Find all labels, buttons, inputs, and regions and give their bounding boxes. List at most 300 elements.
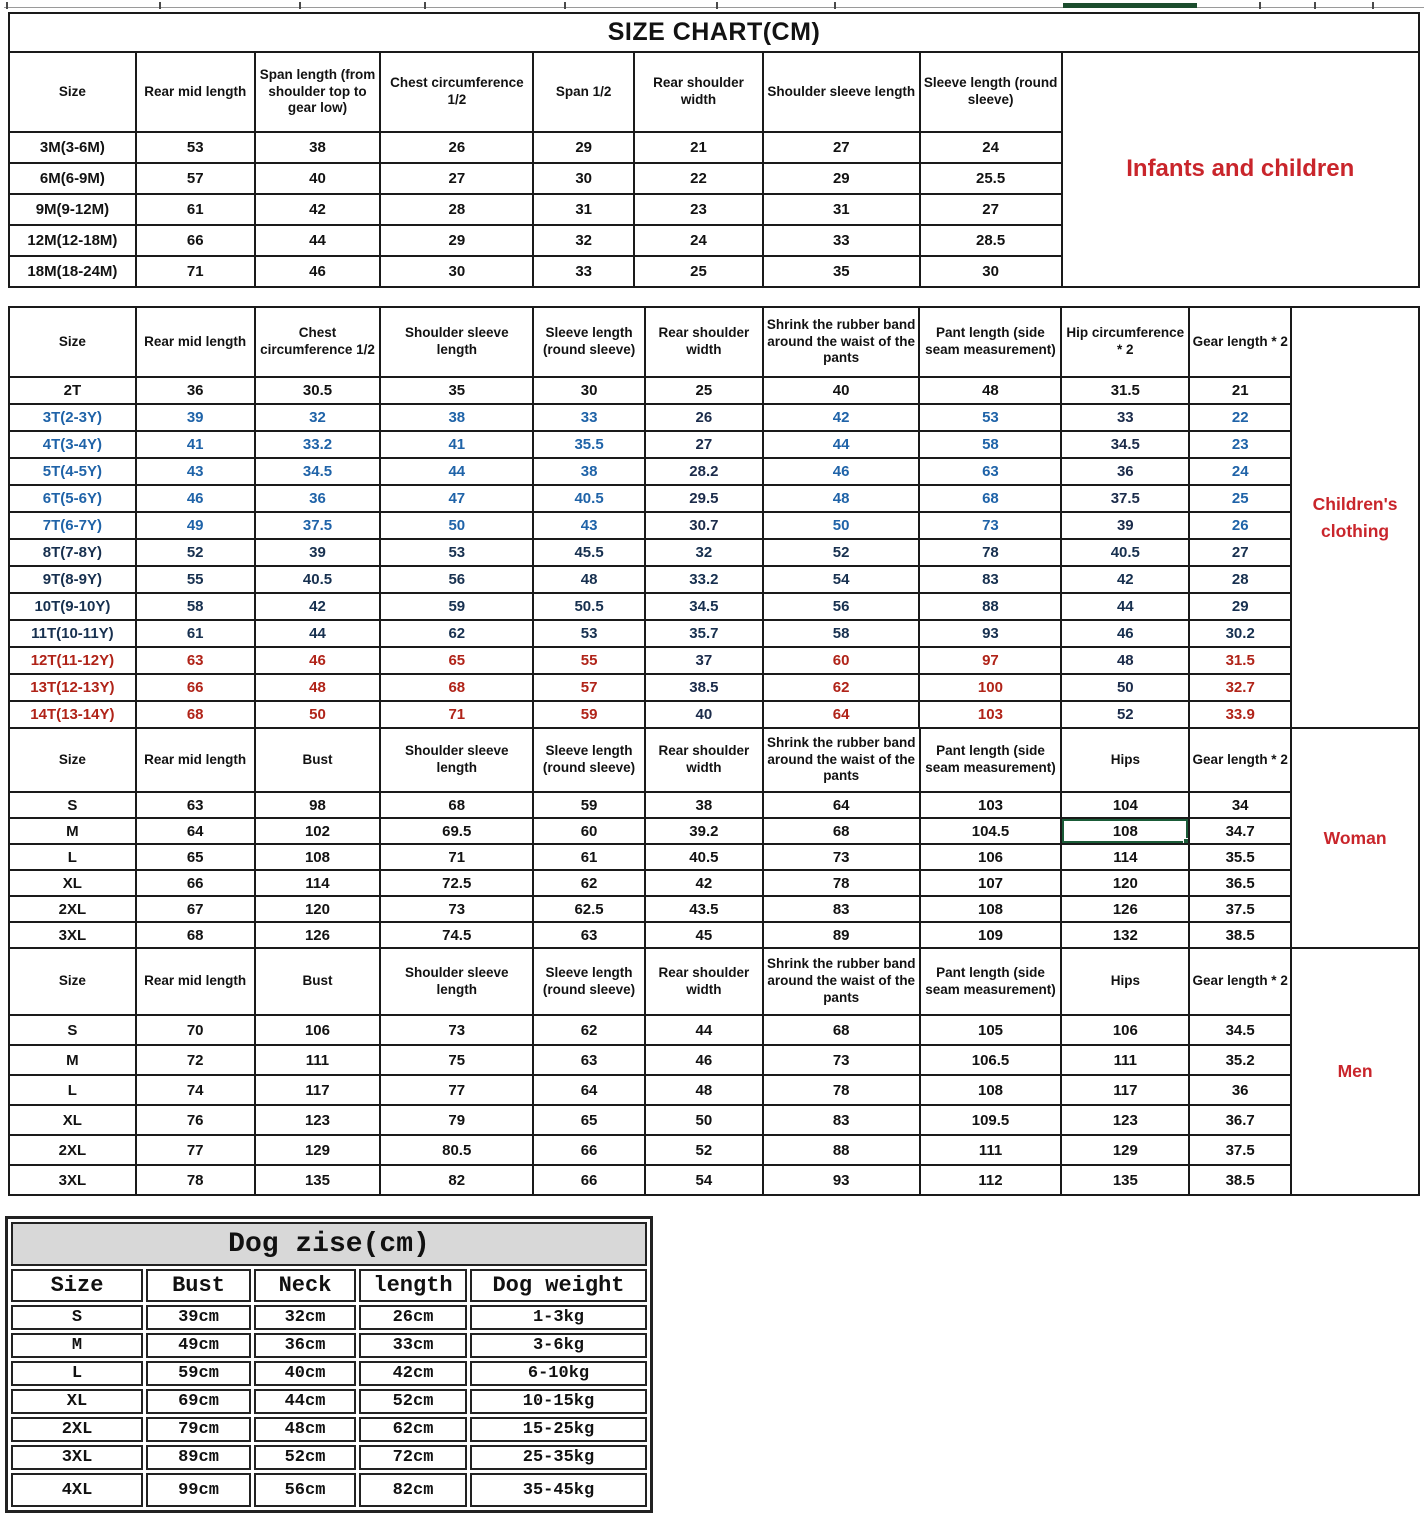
column-boundary-tick xyxy=(299,2,301,9)
value-cell: 79cm xyxy=(146,1417,251,1442)
value-cell: 48 xyxy=(645,1075,763,1105)
value-cell: 89 xyxy=(763,922,920,948)
value-cell: 26 xyxy=(380,132,533,163)
value-cell: 36cm xyxy=(254,1333,356,1358)
table-row xyxy=(9,163,1062,194)
value-cell: 24 xyxy=(920,132,1062,163)
value-cell: 23 xyxy=(634,194,763,225)
value-cell: 72cm xyxy=(359,1445,467,1470)
value-cell: 68 xyxy=(919,485,1061,512)
column-header: Size xyxy=(9,307,136,377)
row-size-cell: XL xyxy=(11,1389,143,1414)
value-cell: 33cm xyxy=(359,1333,467,1358)
table-row xyxy=(9,431,1291,458)
value-cell: 78 xyxy=(763,870,920,896)
table-row xyxy=(9,844,1291,870)
table-row xyxy=(9,922,1291,948)
column-header: Dog weight xyxy=(470,1269,647,1302)
column-header: Chest circumference 1/2 xyxy=(255,307,381,377)
value-cell: 106 xyxy=(920,844,1062,870)
value-cell: 40cm xyxy=(254,1361,356,1386)
value-cell: 108 xyxy=(1061,818,1189,844)
value-cell: 27 xyxy=(645,431,763,458)
value-cell: 71 xyxy=(380,701,533,728)
table-row xyxy=(9,404,1291,431)
value-cell: 106.5 xyxy=(920,1045,1062,1075)
value-cell: 73 xyxy=(380,1015,533,1045)
value-cell: 33.2 xyxy=(645,566,763,593)
value-cell: 15-25kg xyxy=(470,1417,647,1442)
value-cell: 73 xyxy=(380,896,533,922)
value-cell: 21 xyxy=(634,132,763,163)
value-cell: 52 xyxy=(1061,701,1189,728)
table-row xyxy=(9,1165,1291,1195)
value-cell: 63 xyxy=(533,922,645,948)
value-cell: 29 xyxy=(533,132,634,163)
value-cell: 50 xyxy=(763,512,920,539)
value-cell: 35-45kg xyxy=(470,1473,647,1507)
value-cell: 35.5 xyxy=(1189,844,1291,870)
value-cell: 70 xyxy=(136,1015,255,1045)
woman-size-table xyxy=(8,727,1292,949)
value-cell: 43.5 xyxy=(645,896,763,922)
value-cell: 108 xyxy=(920,1075,1062,1105)
value-cell: 68 xyxy=(380,674,533,701)
table-row xyxy=(9,674,1291,701)
row-size-cell: 2XL xyxy=(9,1135,136,1165)
table-row xyxy=(9,792,1291,818)
value-cell: 34.5 xyxy=(1061,431,1189,458)
value-cell: 61 xyxy=(533,844,645,870)
men-band xyxy=(8,947,1420,1196)
infants-band xyxy=(8,51,1420,288)
value-cell: 46 xyxy=(763,458,920,485)
value-cell: 32 xyxy=(533,225,634,256)
table-row xyxy=(9,593,1291,620)
value-cell: 112 xyxy=(920,1165,1062,1195)
table-row xyxy=(9,1015,1291,1045)
value-cell: 23 xyxy=(1189,431,1291,458)
title-row xyxy=(11,1222,647,1266)
table-row xyxy=(11,1389,647,1414)
selected-column-indicator xyxy=(1063,3,1197,8)
column-header: Shoulder sleeve length xyxy=(380,307,533,377)
value-cell: 88 xyxy=(763,1135,920,1165)
column-header: Hips xyxy=(1061,948,1189,1015)
column-boundary-tick xyxy=(6,2,8,9)
value-cell: 37.5 xyxy=(1189,896,1291,922)
value-cell: 33 xyxy=(1061,404,1189,431)
value-cell: 57 xyxy=(533,674,645,701)
value-cell: 98 xyxy=(255,792,381,818)
value-cell: 25 xyxy=(634,256,763,287)
value-cell: 35 xyxy=(380,377,533,404)
value-cell: 46 xyxy=(255,256,381,287)
table-row xyxy=(9,701,1291,728)
column-header: Size xyxy=(9,948,136,1015)
value-cell: 73 xyxy=(763,844,920,870)
value-cell: 53 xyxy=(533,620,645,647)
value-cell: 77 xyxy=(136,1135,255,1165)
table-row xyxy=(9,1105,1291,1135)
value-cell: 27 xyxy=(763,132,920,163)
header-row xyxy=(11,1269,647,1302)
value-cell: 37 xyxy=(645,647,763,674)
value-cell: 120 xyxy=(1061,870,1189,896)
table-row xyxy=(9,512,1291,539)
value-cell: 54 xyxy=(763,566,920,593)
gridline xyxy=(4,7,1424,8)
value-cell: 53 xyxy=(136,132,255,163)
value-cell: 42 xyxy=(645,870,763,896)
value-cell: 117 xyxy=(1061,1075,1189,1105)
value-cell: 111 xyxy=(920,1135,1062,1165)
value-cell: 108 xyxy=(255,844,381,870)
row-size-cell: 9M(9-12M) xyxy=(9,194,136,225)
value-cell: 120 xyxy=(255,896,381,922)
row-size-cell: 3M(3-6M) xyxy=(9,132,136,163)
value-cell: 62cm xyxy=(359,1417,467,1442)
value-cell: 50 xyxy=(1061,674,1189,701)
value-cell: 72.5 xyxy=(380,870,533,896)
value-cell: 106 xyxy=(255,1015,381,1045)
value-cell: 62 xyxy=(380,620,533,647)
column-header: Rear shoulder width xyxy=(645,728,763,792)
value-cell: 31.5 xyxy=(1189,647,1291,674)
column-header: Rear mid length xyxy=(136,307,255,377)
value-cell: 103 xyxy=(919,701,1061,728)
value-cell: 48 xyxy=(533,566,645,593)
value-cell: 27 xyxy=(920,194,1062,225)
value-cell: 30 xyxy=(920,256,1062,287)
header-row xyxy=(9,52,1062,132)
table-row xyxy=(11,1473,647,1507)
value-cell: 48 xyxy=(919,377,1061,404)
column-header: Gear length * 2 xyxy=(1189,728,1291,792)
value-cell: 34.5 xyxy=(645,593,763,620)
column-header: Pant length (side seam measurement) xyxy=(919,307,1061,377)
column-header: Rear shoulder width xyxy=(645,948,763,1015)
infants-size-table xyxy=(8,51,1063,288)
value-cell: 21 xyxy=(1189,377,1291,404)
fill-handle xyxy=(1183,838,1189,844)
value-cell: 59cm xyxy=(146,1361,251,1386)
value-cell: 42 xyxy=(255,194,381,225)
value-cell: 104.5 xyxy=(920,818,1062,844)
value-cell: 123 xyxy=(255,1105,381,1135)
row-size-cell: 6M(6-9M) xyxy=(9,163,136,194)
column-boundary-tick xyxy=(424,2,426,9)
row-size-cell: 5T(4-5Y) xyxy=(9,458,136,485)
value-cell: 66 xyxy=(136,225,255,256)
table-row xyxy=(9,194,1062,225)
value-cell: 102 xyxy=(255,818,381,844)
value-cell: 39cm xyxy=(146,1305,251,1330)
value-cell: 58 xyxy=(919,431,1061,458)
column-header: Sleeve length (round sleeve) xyxy=(920,52,1062,132)
value-cell: 39.2 xyxy=(645,818,763,844)
value-cell: 73 xyxy=(919,512,1061,539)
value-cell: 60 xyxy=(763,647,920,674)
value-cell: 33 xyxy=(533,404,645,431)
row-size-cell: 12T(11-12Y) xyxy=(9,647,136,674)
column-header: Gear length * 2 xyxy=(1189,307,1291,377)
column-header: Shrink the rubber band around the waist of the pants xyxy=(763,948,920,1015)
value-cell: 34.7 xyxy=(1189,818,1291,844)
value-cell: 78 xyxy=(136,1165,255,1195)
column-header: Shoulder sleeve length xyxy=(763,52,920,132)
value-cell: 41 xyxy=(380,431,533,458)
men-size-table xyxy=(8,947,1292,1196)
value-cell: 29 xyxy=(763,163,920,194)
value-cell: 29 xyxy=(380,225,533,256)
value-cell: 78 xyxy=(919,539,1061,566)
value-cell: 56 xyxy=(763,593,920,620)
value-cell: 52 xyxy=(763,539,920,566)
dog-size-section xyxy=(5,1216,1420,1513)
column-header: Bust xyxy=(255,728,381,792)
value-cell: 52cm xyxy=(254,1445,356,1470)
value-cell: 32 xyxy=(255,404,381,431)
value-cell: 28 xyxy=(1189,566,1291,593)
value-cell: 57 xyxy=(136,163,255,194)
value-cell: 66 xyxy=(136,870,255,896)
value-cell: 68 xyxy=(136,922,255,948)
value-cell: 63 xyxy=(136,647,255,674)
table-row xyxy=(9,896,1291,922)
value-cell: 30.7 xyxy=(645,512,763,539)
value-cell: 109 xyxy=(920,922,1062,948)
value-cell: 28.2 xyxy=(645,458,763,485)
column-boundary-tick xyxy=(1314,2,1316,9)
value-cell: 59 xyxy=(533,792,645,818)
value-cell: 46 xyxy=(255,647,381,674)
value-cell: 42 xyxy=(1061,566,1189,593)
value-cell: 44 xyxy=(255,225,381,256)
value-cell: 36.7 xyxy=(1189,1105,1291,1135)
value-cell: 40 xyxy=(763,377,920,404)
value-cell: 52 xyxy=(136,539,255,566)
value-cell: 63 xyxy=(533,1045,645,1075)
value-cell: 73 xyxy=(763,1045,920,1075)
value-cell: 26cm xyxy=(359,1305,467,1330)
value-cell: 77 xyxy=(380,1075,533,1105)
value-cell: 37.5 xyxy=(255,512,381,539)
value-cell: 52cm xyxy=(359,1389,467,1414)
row-size-cell: 4T(3-4Y) xyxy=(9,431,136,458)
value-cell: 24 xyxy=(634,225,763,256)
value-cell: 66 xyxy=(533,1165,645,1195)
column-header: Size xyxy=(9,728,136,792)
value-cell: 38.5 xyxy=(1189,1165,1291,1195)
value-cell: 26 xyxy=(645,404,763,431)
value-cell: 38.5 xyxy=(645,674,763,701)
table-row xyxy=(11,1445,647,1470)
value-cell: 25 xyxy=(645,377,763,404)
value-cell: 117 xyxy=(255,1075,381,1105)
value-cell: 36 xyxy=(136,377,255,404)
value-cell: 72 xyxy=(136,1045,255,1075)
value-cell: 34.5 xyxy=(255,458,381,485)
value-cell: 103 xyxy=(920,792,1062,818)
row-size-cell: L xyxy=(11,1361,143,1386)
value-cell: 61 xyxy=(136,620,255,647)
value-cell: 53 xyxy=(380,539,533,566)
header-row xyxy=(9,307,1291,377)
header-row xyxy=(9,728,1291,792)
column-header: Rear mid length xyxy=(136,948,255,1015)
column-header: Chest circumference 1/2 xyxy=(380,52,533,132)
value-cell: 46 xyxy=(1061,620,1189,647)
table-row xyxy=(9,1075,1291,1105)
value-cell: 39 xyxy=(255,539,381,566)
table-row xyxy=(9,377,1291,404)
value-cell: 30 xyxy=(533,377,645,404)
column-header: Pant length (side seam measurement) xyxy=(920,948,1062,1015)
value-cell: 63 xyxy=(919,458,1061,485)
value-cell: 48 xyxy=(763,485,920,512)
value-cell: 66 xyxy=(136,674,255,701)
value-cell: 36 xyxy=(1189,1075,1291,1105)
children-group-label: Children's clothing xyxy=(1292,306,1420,729)
value-cell: 38 xyxy=(533,458,645,485)
column-header: Sleeve length (round sleeve) xyxy=(533,728,645,792)
value-cell: 106 xyxy=(1061,1015,1189,1045)
table-row xyxy=(11,1361,647,1386)
row-size-cell: XL xyxy=(9,870,136,896)
value-cell: 44 xyxy=(645,1015,763,1045)
value-cell: 40.5 xyxy=(533,485,645,512)
column-boundary-tick xyxy=(716,2,718,9)
value-cell: 28.5 xyxy=(920,225,1062,256)
value-cell: 105 xyxy=(920,1015,1062,1045)
value-cell: 39 xyxy=(1061,512,1189,539)
value-cell: 35.5 xyxy=(533,431,645,458)
value-cell: 50.5 xyxy=(533,593,645,620)
value-cell: 24 xyxy=(1189,458,1291,485)
value-cell: 62 xyxy=(763,674,920,701)
value-cell: 30.5 xyxy=(255,377,381,404)
value-cell: 83 xyxy=(919,566,1061,593)
row-size-cell: 6T(5-6Y) xyxy=(9,485,136,512)
column-header: Hip circumference * 2 xyxy=(1061,307,1189,377)
value-cell: 3-6kg xyxy=(470,1333,647,1358)
row-size-cell: 7T(6-7Y) xyxy=(9,512,136,539)
value-cell: 63 xyxy=(136,792,255,818)
value-cell: 40.5 xyxy=(1061,539,1189,566)
dog-table-title: Dog zise(cm) xyxy=(11,1222,647,1266)
value-cell: 74 xyxy=(136,1075,255,1105)
table-row xyxy=(9,870,1291,896)
value-cell: 48 xyxy=(1061,647,1189,674)
table-row xyxy=(11,1333,647,1358)
value-cell: 61 xyxy=(136,194,255,225)
value-cell: 50 xyxy=(380,512,533,539)
value-cell: 64 xyxy=(136,818,255,844)
value-cell: 126 xyxy=(255,922,381,948)
value-cell: 27 xyxy=(1189,539,1291,566)
value-cell: 48 xyxy=(255,674,381,701)
column-header: Shrink the rubber band around the waist of the pants xyxy=(763,728,920,792)
value-cell: 32cm xyxy=(254,1305,356,1330)
value-cell: 45 xyxy=(645,922,763,948)
value-cell: 114 xyxy=(1061,844,1189,870)
value-cell: 40.5 xyxy=(645,844,763,870)
column-header: Hips xyxy=(1061,728,1189,792)
row-size-cell: 14T(13-14Y) xyxy=(9,701,136,728)
value-cell: 129 xyxy=(1061,1135,1189,1165)
row-size-cell: L xyxy=(9,1075,136,1105)
value-cell: 6-10kg xyxy=(470,1361,647,1386)
value-cell: 29 xyxy=(1189,593,1291,620)
column-boundary-tick xyxy=(834,2,836,9)
value-cell: 32.7 xyxy=(1189,674,1291,701)
value-cell: 52 xyxy=(645,1135,763,1165)
value-cell: 44cm xyxy=(254,1389,356,1414)
table-row xyxy=(9,1135,1291,1165)
value-cell: 135 xyxy=(255,1165,381,1195)
value-cell: 67 xyxy=(136,896,255,922)
value-cell: 31 xyxy=(763,194,920,225)
value-cell: 79 xyxy=(380,1105,533,1135)
value-cell: 37.5 xyxy=(1189,1135,1291,1165)
value-cell: 58 xyxy=(763,620,920,647)
column-header: Shoulder sleeve length xyxy=(380,728,533,792)
value-cell: 44 xyxy=(380,458,533,485)
value-cell: 26 xyxy=(1189,512,1291,539)
value-cell: 60 xyxy=(533,818,645,844)
value-cell: 44 xyxy=(255,620,381,647)
value-cell: 68 xyxy=(380,792,533,818)
value-cell: 43 xyxy=(533,512,645,539)
column-header: length xyxy=(359,1269,467,1302)
value-cell: 93 xyxy=(919,620,1061,647)
value-cell: 37.5 xyxy=(1061,485,1189,512)
value-cell: 41 xyxy=(136,431,255,458)
column-header: Neck xyxy=(254,1269,356,1302)
row-size-cell: 10T(9-10Y) xyxy=(9,593,136,620)
value-cell: 50 xyxy=(255,701,381,728)
value-cell: 48cm xyxy=(254,1417,356,1442)
value-cell: 49cm xyxy=(146,1333,251,1358)
table-row xyxy=(9,620,1291,647)
size-chart-page xyxy=(8,0,1420,1513)
row-size-cell: 2T xyxy=(9,377,136,404)
row-size-cell: 18M(18-24M) xyxy=(9,256,136,287)
chart-title: SIZE CHART(CM) xyxy=(8,12,1420,53)
value-cell: 89cm xyxy=(146,1445,251,1470)
column-header: Gear length * 2 xyxy=(1189,948,1291,1015)
value-cell: 80.5 xyxy=(380,1135,533,1165)
value-cell: 64 xyxy=(533,1075,645,1105)
value-cell: 65 xyxy=(136,844,255,870)
value-cell: 30.2 xyxy=(1189,620,1291,647)
value-cell: 36.5 xyxy=(1189,870,1291,896)
row-size-cell: 9T(8-9Y) xyxy=(9,566,136,593)
row-size-cell: S xyxy=(9,1015,136,1045)
column-boundary-tick xyxy=(564,2,566,9)
value-cell: 83 xyxy=(763,1105,920,1135)
dog-size-table xyxy=(5,1216,653,1513)
value-cell: 55 xyxy=(533,647,645,674)
value-cell: 25-35kg xyxy=(470,1445,647,1470)
row-size-cell: 3T(2-3Y) xyxy=(9,404,136,431)
value-cell: 30 xyxy=(533,163,634,194)
row-size-cell: 4XL xyxy=(11,1473,143,1507)
value-cell: 97 xyxy=(919,647,1061,674)
value-cell: 35.7 xyxy=(645,620,763,647)
value-cell: 22 xyxy=(634,163,763,194)
